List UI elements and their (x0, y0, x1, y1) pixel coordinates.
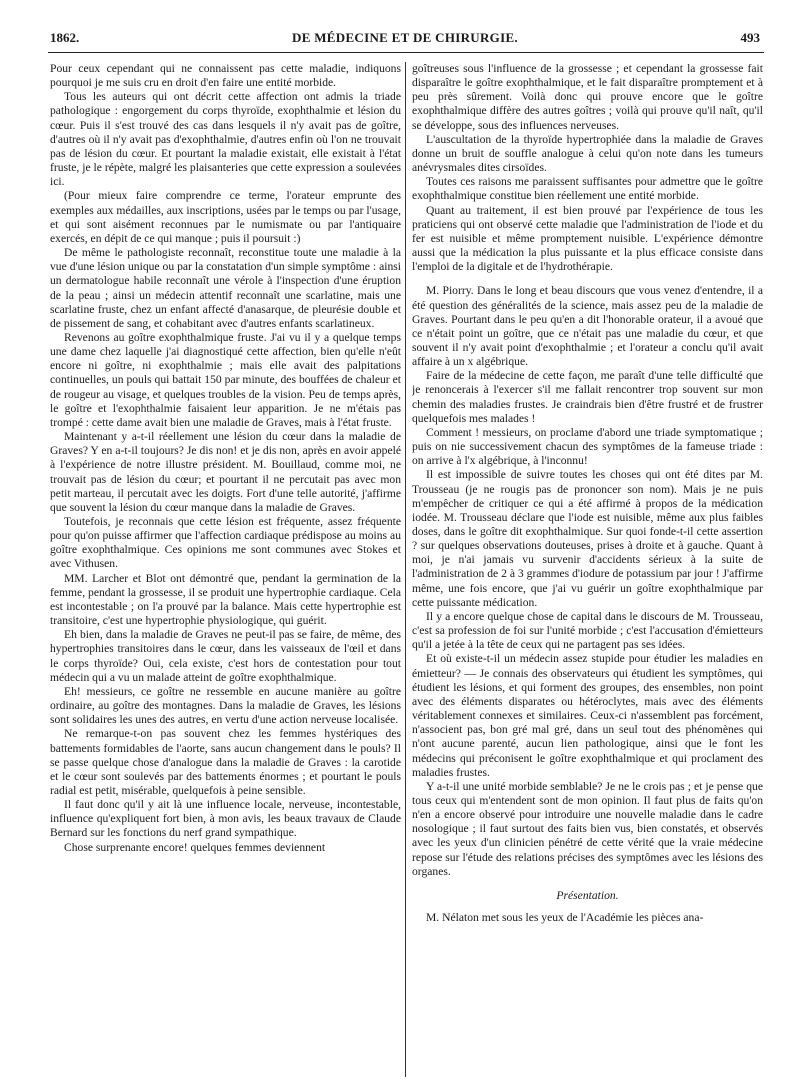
header-rule (48, 52, 764, 53)
paragraph: Toutefois, je reconnais que cette lésion est fréquente, assez fréquente pour qu'on puisse affirmer que l'affection cardiaque prédispose au moins au goître exophthalmique. Ces opinions me sont communes avec Stokes et avec Vithusen. (50, 515, 401, 571)
paragraph: Ne remarque-t-on pas souvent chez les femmes hystériques des battements formidables de l'aorte, sans aucun changement dans le pouls? Il se passe quelque chose d'analogue dans la maladie de Graves : la carotide et le cœur sont soulevés par des battements énormes ; et pourtant le pouls radial est petit, misérable, quelquefois à peine sensible. (50, 727, 401, 797)
paragraph: M. Piorry. Dans le long et beau discours que vous venez d'entendre, il a été question des généralités de la science, mais assez peu de la maladie de Graves. Pourtant dans le peu qu'en a dit l'honorable orateur, il a avoué que ce n'était point un goître, que ce n'était pas une maladie du cœur, et que souvent il n'y avait point d'exophthalmie ; et l'orateur a conclu qu'il avait affaire à un x algébrique. (412, 284, 763, 369)
header-year: 1862. (50, 30, 80, 45)
paragraph: Il est impossible de suivre toutes les choses qui ont été dites par M. Trousseau (je ne rougis pas de prononcer son nom). Mais je ne puis m'empêcher de critiquer ce qui a été affirmé à propos de la médication iodée. M. Trousseau déclare que l'iode est nuisible, même aux plus faibles doses, dans le goître dit exophthalmique. Sur quoi fonde-t-il cette assertion ? sur quelques observations douteuses, prises à droite et à gauche. Quant à moi, je n'ai jamais vu survenir d'accidents sérieux à la suite de l'administration de 2 à 3 grammes d'iodure de potassium par jour ! J'affirme même, une fois encore, que j'ai vu guérir un goître exophthalmique par cette puissante médication. (412, 468, 763, 609)
paragraph: Tous les auteurs qui ont décrit cette affection ont admis la triade pathologique : engorgement du corps thyroïde, exophthalmie et lésion du cœur. Puis il s'est trouvé des cas dans lesquels il n'y avait pas de goître, d'autres où il n'y avait pas d'exophthalmie, d'autres enfin où l'on ne trouvait pas de lésion du cœur. Et pourtant la maladie existait, elle existait à l'état fruste, je le répète, malgré les plaisanteries que cette expression a soulevées ici. (50, 90, 401, 189)
paragraph: Toutes ces raisons me paraissent suffisantes pour admettre que le goître exophthalmique constitue bien réellement une entité morbide. (412, 175, 763, 203)
paragraph: L'auscultation de la thyroïde hypertrophiée dans la maladie de Graves donne un bruit de souffle analogue à celui qu'on note dans les tumeurs anévrysmales dites cirsoïdes. (412, 132, 763, 175)
paragraph: Et où existe-t-il un médecin assez stupide pour étudier les maladies en émietteur? — Je connais des observateurs qui étudient les symptômes, qui étudient les lésions, et qui forment des groupes, des ensembles, non point avec des éléments disparates ou hétéroclytes, mais avec des éléments véritablement connexes et similaires. Ceux-ci n'assemblent pas forcément, n'associent pas, bon gré mal gré, dans un seul tout des phénomènes qui n'ont aucune parenté, aucun lien pathologique, ainsi que le font les médecins qui préconisent le goître exophthalmique et qui proclament des maladies frustes. (412, 652, 763, 779)
running-header (50, 30, 760, 50)
paragraph: Revenons au goître exophthalmique fruste. J'ai vu il y a quelque temps une dame chez laquelle j'ai diagnostiqué cette affection, bien qu'elle n'eût encore ni goître, ni exophthalmie ; mais elle avait des palpitations continuelles, un pouls qui battait 150 par minute, des bouffées de chaleur et de rougeur au visage, et quelques troubles de la vision. Peu de temps après, le goître et l'exophthalmie faisaient leur apparition. Je ne m'étais pas trompé : cette dame avait bien une maladie de Graves, mais à l'état fruste. (50, 330, 401, 429)
paragraph: (Pour mieux faire comprendre ce terme, l'orateur emprunte des exemples aux médailles, aux inscriptions, usées par le temps ou par l'usage, et qui sont aisément reconnues par le numismate ou par l'antiquaire exercés, en dépit de ce qui manque ; puis il poursuit :) (50, 189, 401, 245)
paragraph: Faire de la médecine de cette façon, me paraît d'une telle difficulté que je renoncerais à l'exercer s'il me fallait rencontrer trop souvent sur mon chemin des maladies frustes. Je craindrais bien d'être frustré et de frustrer quelquefois mes malades ! (412, 369, 763, 425)
page-number: 493 (740, 30, 760, 45)
header-title: DE MÉDECINE ET DE CHIRURGIE. (292, 30, 518, 45)
paragraph: goîtreuses sous l'influence de la grossesse ; et cependant la grossesse fait disparaître le goître exophthalmique, et le fait disparaître promptement et à peu près sûrement. Voilà donc qui prouve encore que le goître exophthalmique diffère des autres goîtres ; voilà qui prouve qu'il naît, qu'il se développe, sous des influences nerveuses. (412, 62, 763, 132)
left-column (50, 62, 401, 1077)
paragraph: Il y a encore quelque chose de capital dans le discours de M. Trousseau, c'est sa profession de foi sur l'unité morbide ; c'est l'accusation d'émietteurs qu'il a jetée à la tête de ceux qui ne partagent pas ses idées. (412, 609, 763, 652)
paragraph: Pour ceux cependant qui ne connaissent pas cette maladie, indiquons pourquoi je me suis cru en droit d'en faire une entité morbide. (50, 62, 401, 90)
paragraph: Comment ! messieurs, on proclame d'abord une triade symptomatique ; puis on nie successivement chacun des symptômes de la fameuse triade : on arrive à l'x algébrique, à l'inconnu! (412, 425, 763, 468)
paragraph: De même le pathologiste reconnaît, reconstitue toute une maladie à la vue d'une lésion unique ou par la constatation d'un simple symptôme : ainsi un dermatologue habile reconnaît une vérole à l'inspection d'une éruption de la peau ; ainsi un médecin attentif reconnaît une scarlatine, mais une scarlatine fruste, chez un enfant affecté d'anasarque, de pleurésie double et de pissement de sang, et cohabitant avec d'autres enfants scarlatineux. (50, 246, 401, 330)
right-column (412, 62, 763, 1077)
paragraph: Il faut donc qu'il y ait là une influence locale, nerveuse, incontestable, influence qu'expliquent fort bien, à mon avis, les beaux travaux de Claude Bernard sur les fonctions du nerf grand sympathique. (50, 798, 401, 840)
paragraph: Y a-t-il une unité morbide semblable? Je ne le crois pas ; et je pense que tous ceux qui m'entendent sont de mon opinion. Il faut plus de faits qu'on n'en a encore observé pour introduire une nouvelle maladie dans le cadre nosologique ; il faut surtout des faits bien vus, bien constatés, et observés avec les yeux d'un clinicien pénétré de cette vérité que la vraie médecine repose sur l'étude des relations précises des symptômes avec les lésions des organes. (412, 779, 763, 878)
paragraph: Quant au traitement, il est bien prouvé par l'expérience de tous les praticiens qui ont observé cette maladie que l'administration de l'iode et du fer est nuisible et même promptement nuisible. L'expérience démontre aussi que la médication la plus puissante et la plus efficace consiste dans l'emploi de la digitale et de l'hydrothérapie. (412, 203, 763, 274)
paragraph: MM. Larcher et Blot ont démontré que, pendant la germination de la femme, pendant la grossesse, il se produit une hypertrophie cardiaque. Cela est incontestable ; on l'a prouvé par la balance. Mais cette hypertrophie est transitoire, c'est une hypertrophie physiologique, qui guérit. (50, 571, 401, 628)
column-divider (405, 62, 406, 1077)
paragraph: Maintenant y a-t-il réellement une lésion du cœur dans la maladie de Graves? Y en a-t-il toujours? Je dis non! et je dis non, après en avoir appelé à l'expérience de notre illustre président. M. Bouillaud, comme moi, ne trouvait pas de lésion du cœur; et pourtant il ne percutait pas avec mon petit marteau, il percutait avec les doigts. Fort d'une telle autorité, j'affirme que souvent la lésion du cœur manque dans la maladie de Graves. (50, 430, 401, 514)
paragraph: Chose surprenante encore! quelques femmes deviennent (64, 840, 326, 854)
paragraph: Eh! messieurs, ce goître ne ressemble en aucune manière au goître ordinaire, au goître des montagnes. Dans la maladie de Graves, les lésions sont solidaires les unes des autres, en vertu d'une action nerveuse localisée. (50, 684, 401, 727)
paragraph: M. Nélaton met sous les yeux de l'Académie les pièces ana- (426, 911, 704, 925)
section-heading: Présentation. (556, 888, 619, 902)
paragraph: Eh bien, dans la maladie de Graves ne peut-il pas se faire, de même, des hypertrophies transitoires dans le cœur, dans les vaisseaux de l'œil et dans le corps thyroïde? Oui, cela existe, c'est hors de contestation pour tout médecin qui a vu un malade atteint de goître exophthalmique. (50, 628, 401, 684)
